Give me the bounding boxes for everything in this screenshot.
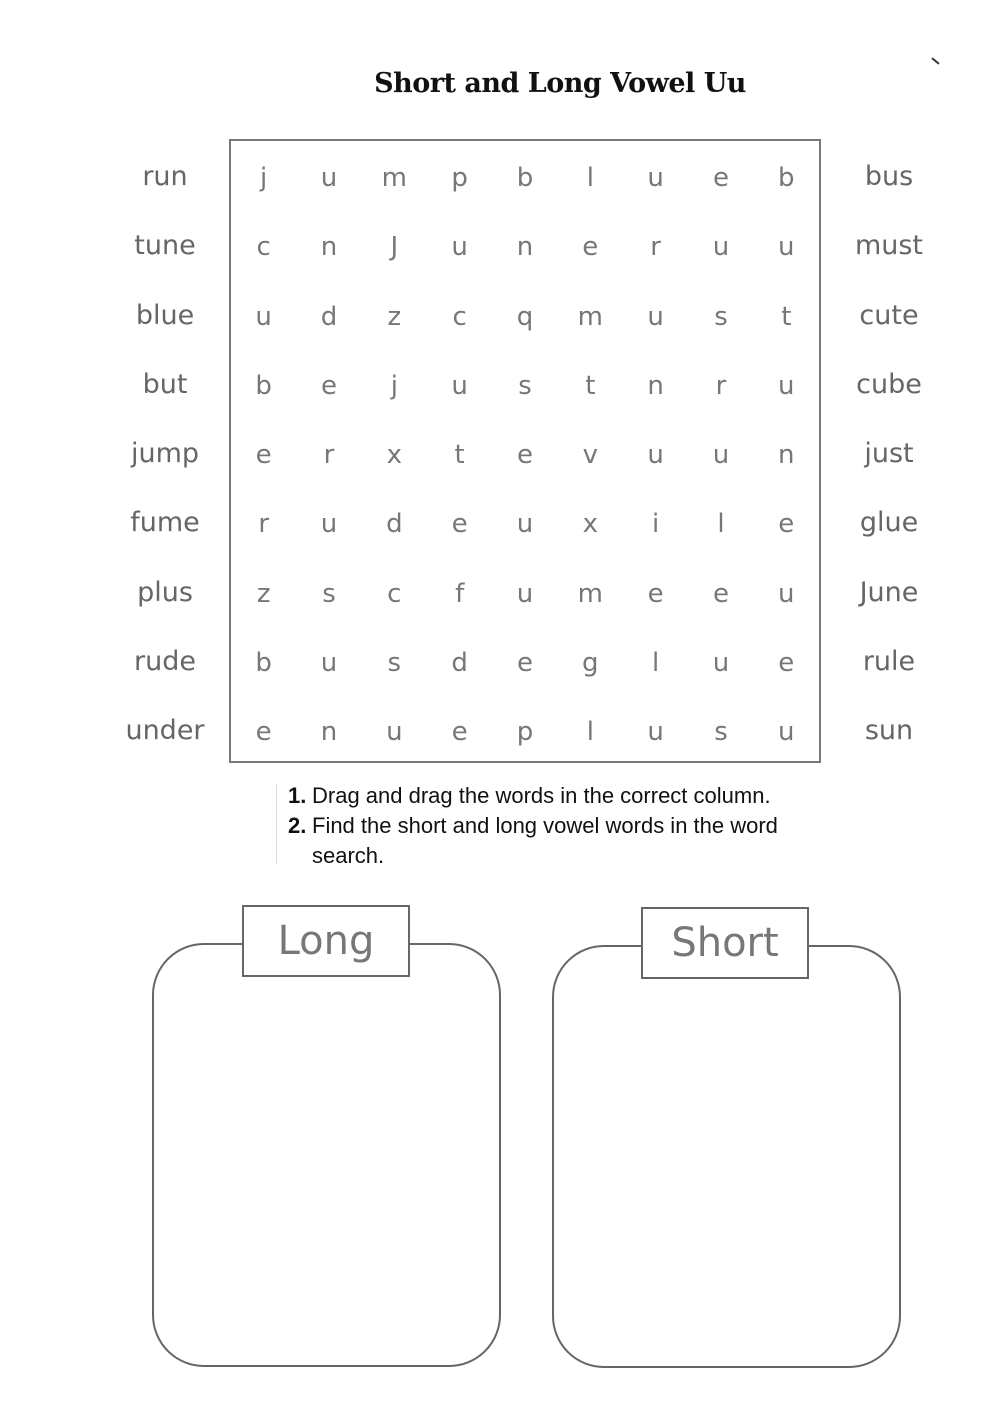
instruction-item [288, 781, 808, 811]
grid-row [231, 560, 819, 629]
grid-letter[interactable]: e [451, 509, 468, 540]
grid-letter[interactable]: n [778, 440, 795, 471]
grid-letter[interactable]: u [320, 163, 338, 193]
grid-letter[interactable]: x [582, 509, 598, 540]
grid-letter[interactable]: n [320, 717, 338, 748]
grid-letter[interactable]: r [650, 232, 661, 263]
instruction-text: Find the short and long vowel words in the word search. [312, 813, 778, 868]
grid-letter[interactable]: u [320, 509, 338, 540]
grid-letter[interactable]: c [387, 578, 402, 609]
grid-letter[interactable]: u [712, 232, 730, 263]
grid-letter[interactable]: s [714, 717, 728, 748]
grid-letter[interactable]: e [712, 578, 729, 609]
word-item[interactable]: sun [864, 715, 914, 747]
short-drop-zone[interactable] [552, 945, 901, 1368]
grid-letter[interactable]: u [516, 578, 534, 609]
left-word-list [110, 142, 220, 766]
grid-letter[interactable]: r [323, 440, 335, 471]
grid-letter[interactable]: u [516, 509, 534, 540]
instructions [288, 781, 808, 871]
grid-letter[interactable]: e [778, 509, 795, 540]
word-item[interactable]: just [864, 438, 914, 470]
grid-letter[interactable]: u [451, 232, 468, 263]
grid-letter[interactable]: t [781, 301, 792, 332]
grid-letter[interactable]: u [647, 717, 664, 748]
grid-letter[interactable]: n [320, 232, 338, 263]
grid-letter[interactable]: b [255, 370, 272, 401]
word-item[interactable]: bus [864, 161, 914, 192]
word-item[interactable]: under [125, 715, 205, 747]
grid-letter[interactable]: e [255, 717, 272, 748]
long-column-label: Long [242, 905, 410, 977]
grid-letter[interactable]: u [778, 717, 795, 748]
grid-letter[interactable]: e [320, 370, 337, 401]
grid-letter[interactable]: u [255, 301, 272, 332]
grid-letter[interactable]: u [778, 232, 795, 263]
grid-letter[interactable]: u [647, 440, 664, 471]
word-item[interactable]: but [142, 368, 188, 400]
grid-letter[interactable]: b [516, 163, 534, 193]
word-item[interactable]: rule [862, 646, 916, 678]
grid-letter[interactable]: u [712, 440, 730, 471]
word-item[interactable]: glue [859, 507, 919, 539]
grid-letter[interactable]: r [715, 370, 727, 401]
grid-letter[interactable]: l [586, 163, 594, 193]
grid-letter[interactable]: e [516, 440, 533, 471]
word-item[interactable]: rude [134, 646, 196, 678]
grid-letter[interactable]: c [256, 232, 271, 263]
grid-letter[interactable]: p [516, 717, 534, 748]
grid-letter[interactable]: m [577, 301, 603, 332]
grid-letter[interactable]: u [647, 301, 664, 332]
grid-letter[interactable]: e [778, 648, 795, 679]
grid-row [231, 283, 819, 352]
grid-letter[interactable]: e [255, 440, 272, 471]
grid-letter[interactable]: j [260, 163, 268, 193]
grid-row [231, 421, 819, 490]
word-item[interactable]: must [854, 230, 924, 262]
grid-letter[interactable]: n [647, 370, 664, 401]
grid-letter[interactable]: e [712, 163, 729, 193]
grid-row [231, 352, 819, 421]
instruction-number: 1. [288, 783, 307, 808]
grid-letter[interactable]: e [516, 648, 533, 679]
grid-letter[interactable]: b [778, 163, 795, 193]
grid-letter[interactable]: r [258, 509, 270, 540]
grid-letter[interactable]: u [778, 578, 795, 609]
grid-letter[interactable]: l [717, 509, 725, 540]
right-word-list [834, 142, 944, 766]
grid-letter[interactable]: u [386, 717, 403, 748]
long-drop-zone[interactable] [152, 943, 501, 1367]
grid-letter[interactable]: g [582, 648, 599, 679]
grid-letter[interactable]: x [386, 440, 403, 471]
grid-letter[interactable]: d [386, 509, 403, 540]
word-item[interactable]: blue [135, 299, 195, 331]
word-item[interactable]: run [142, 161, 188, 192]
grid-letter[interactable]: J [390, 232, 399, 263]
grid-letter[interactable]: z [256, 578, 271, 609]
grid-letter[interactable]: l [586, 717, 594, 748]
word-item[interactable]: June [859, 576, 919, 608]
grid-letter[interactable]: u [320, 648, 338, 679]
grid-letter[interactable]: c [452, 301, 467, 332]
grid-letter[interactable]: l [652, 648, 660, 679]
grid-letter[interactable]: s [518, 370, 532, 401]
grid-letter[interactable]: s [322, 578, 336, 609]
word-item[interactable]: tune [134, 230, 196, 262]
grid-letter[interactable]: u [712, 648, 730, 679]
short-column-label: Short [641, 907, 809, 979]
stray-mark [931, 57, 939, 64]
grid-letter[interactable]: d [451, 648, 468, 679]
grid-letter[interactable]: t [585, 370, 596, 401]
grid-letter[interactable]: s [387, 648, 402, 679]
word-search-grid [229, 139, 821, 763]
grid-letter[interactable]: i [652, 509, 660, 540]
grid-letter[interactable]: t [454, 440, 465, 471]
grid-letter[interactable]: s [714, 301, 728, 332]
grid-row [231, 144, 819, 213]
grid-row [231, 213, 819, 282]
word-item[interactable]: cube [856, 368, 922, 400]
grid-letter[interactable]: m [577, 578, 603, 609]
instruction-item [288, 811, 808, 871]
grid-letter[interactable]: b [255, 648, 272, 679]
grid-letter[interactable]: e [451, 717, 468, 748]
word-item[interactable]: plus [137, 576, 193, 608]
grid-letter[interactable]: p [451, 163, 468, 193]
divider [276, 784, 277, 864]
grid-letter[interactable]: u [778, 370, 795, 401]
grid-letter[interactable]: f [455, 578, 465, 609]
grid-letter[interactable]: z [387, 301, 402, 332]
grid-letter[interactable]: d [320, 301, 338, 332]
word-item[interactable]: cute [859, 299, 919, 331]
instruction-text: Drag and drag the words in the correct column. [312, 783, 771, 808]
instruction-number: 2. [288, 813, 307, 838]
grid-letter[interactable]: m [381, 163, 407, 193]
grid-letter[interactable]: v [582, 440, 598, 471]
grid-row [231, 629, 819, 698]
grid-letter[interactable]: u [451, 370, 468, 401]
word-item[interactable]: jump [130, 438, 200, 470]
worksheet-title: Short and Long Vowel Uu [374, 68, 746, 99]
word-item[interactable]: fume [130, 507, 200, 539]
grid-letter[interactable]: q [516, 301, 534, 332]
grid-row [231, 490, 819, 559]
grid-row [231, 698, 819, 767]
grid-letter[interactable]: j [390, 370, 398, 401]
grid-letter[interactable]: e [582, 232, 599, 263]
grid-letter[interactable]: u [647, 163, 664, 193]
grid-letter[interactable]: n [516, 232, 534, 263]
grid-letter[interactable]: e [647, 578, 664, 609]
